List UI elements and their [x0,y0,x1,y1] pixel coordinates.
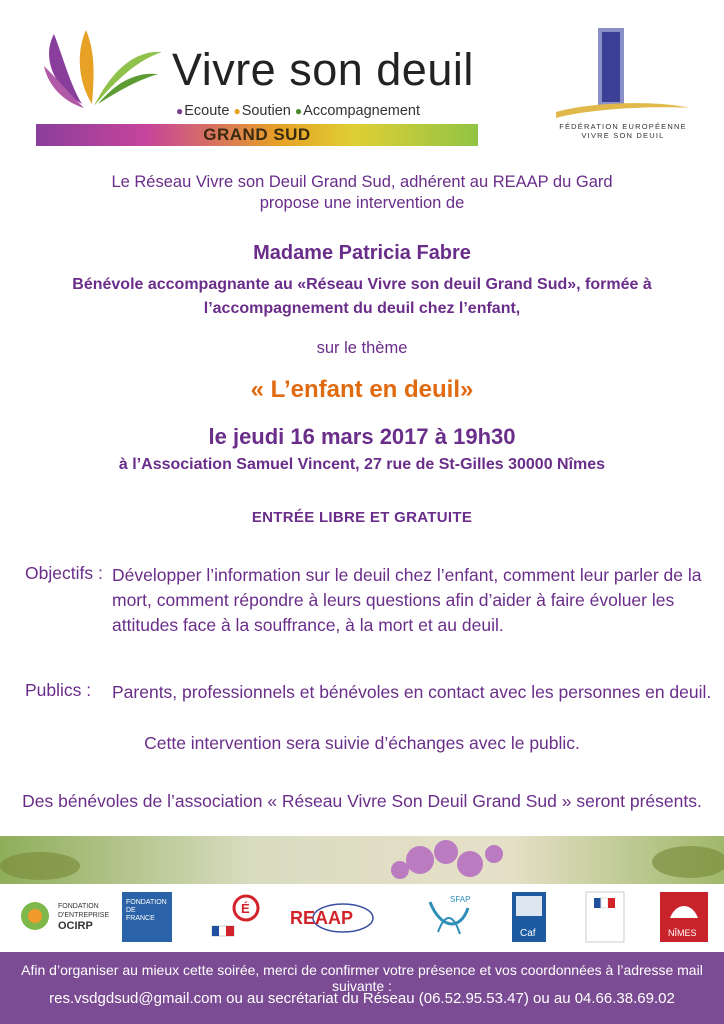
tagline-dot-icon: ● [294,104,303,118]
ocirp-line: D'ENTREPRISE [58,912,110,919]
brand-tagline [176,103,420,119]
brand-region: GRAND SUD [203,125,311,144]
tagline-item: Ecoute [184,103,230,119]
partner-logos [0,888,724,950]
event-venue: à l’Association Samuel Vincent, 27 rue de St-Gilles 30000 Nîmes [118,456,606,473]
tagline-item: Soutien [241,103,291,119]
speaker-name: Madame Patricia Fabre [253,242,471,264]
caf-logo-icon [512,892,546,942]
tagline-dot-icon: ● [233,104,241,118]
intro-line: propose une intervention de [259,194,465,212]
ministry-logo-icon [212,896,258,936]
reaap-label: REAAP [290,908,354,928]
brand-name: Vivre son deuil [172,44,474,95]
caf-label: Caf [520,928,536,939]
footer-rsvp-text: Afin d’organiser au mieux cette soirée, merci de confirmer votre présence et vos coordonnées à l’adresse mail suivante : [21,962,703,994]
follow-up-text: Cette intervention sera suivie d’échanges avec le public. [144,733,580,753]
objectives-line: Développer l’information sur le deuil chez l’enfant, comment leur parler de la [112,565,702,585]
speaker-role-line: l’accompagnement du deuil chez l’enfant, [203,300,521,317]
reaap-logo-icon [290,904,373,932]
federation-name-line1: FÉDÉRATION EUROPÉENNE [559,122,687,131]
sfap-label: SFAP [450,895,471,904]
objectives-line: attitudes face à la souffrance, à la mort et au deuil. [112,615,504,635]
intro-text [0,172,724,214]
svg-text:É: É [241,901,250,916]
nimes-logo-icon [660,892,708,942]
objectives-line: mort, comment répondre à leurs questions afin d’aider à faire évoluer les [112,590,675,610]
theme-title: « L’enfant en deuil» [250,376,474,403]
audience-label: Publics : [25,680,92,700]
footer-contact-text: res.vsdgdsud@gmail.com ou au secrétariat du Réseau (06.52.95.53.47) ou au 04.66.38.69.02 [49,990,675,1007]
nimes-label: NÎMES [668,928,697,938]
fondation-de-france-logo-icon [122,892,172,942]
speaker-role [0,273,724,321]
entry-notice: ENTRÉE LIBRE ET GRATUITE [251,509,473,526]
flower-photo-banner [0,836,724,884]
objectives-label: Objectifs : [25,563,103,583]
sfap-logo-icon [430,895,470,934]
volunteers-text: Des bénévoles de l’association « Réseau Vivre Son Deuil Grand Sud » seront présents. [22,791,702,811]
federation-name-line2: VIVRE SON DEUIL [581,131,665,140]
ocirp-line: FONDATION [58,903,99,910]
tagline-dot-icon: ● [176,104,184,118]
ocirp-line: OCIRP [58,920,93,932]
ocirp-logo-icon [21,902,109,932]
fdf-line: DE [126,907,136,914]
leaves-logo-icon [34,26,164,116]
event-date: le jeudi 16 mars 2017 à 19h30 [208,424,516,449]
fdf-line: FONDATION [126,899,167,906]
objectives-text [112,563,702,638]
intro-line: Le Réseau Vivre son Deuil Grand Sud, adhérent au REAAP du Gard [111,173,613,191]
audience-text: Parents, professionnels et bénévoles en contact avec les personnes en deuil. [112,682,712,702]
prefecture-logo-icon [586,892,624,942]
tagline-item: Accompagnement [303,103,421,119]
fdf-line: FRANCE [126,915,155,922]
theme-label: sur le thème [316,339,408,357]
speaker-role-line: Bénévole accompagnante au «Réseau Vivre son deuil Grand Sud», formée à [72,276,652,293]
